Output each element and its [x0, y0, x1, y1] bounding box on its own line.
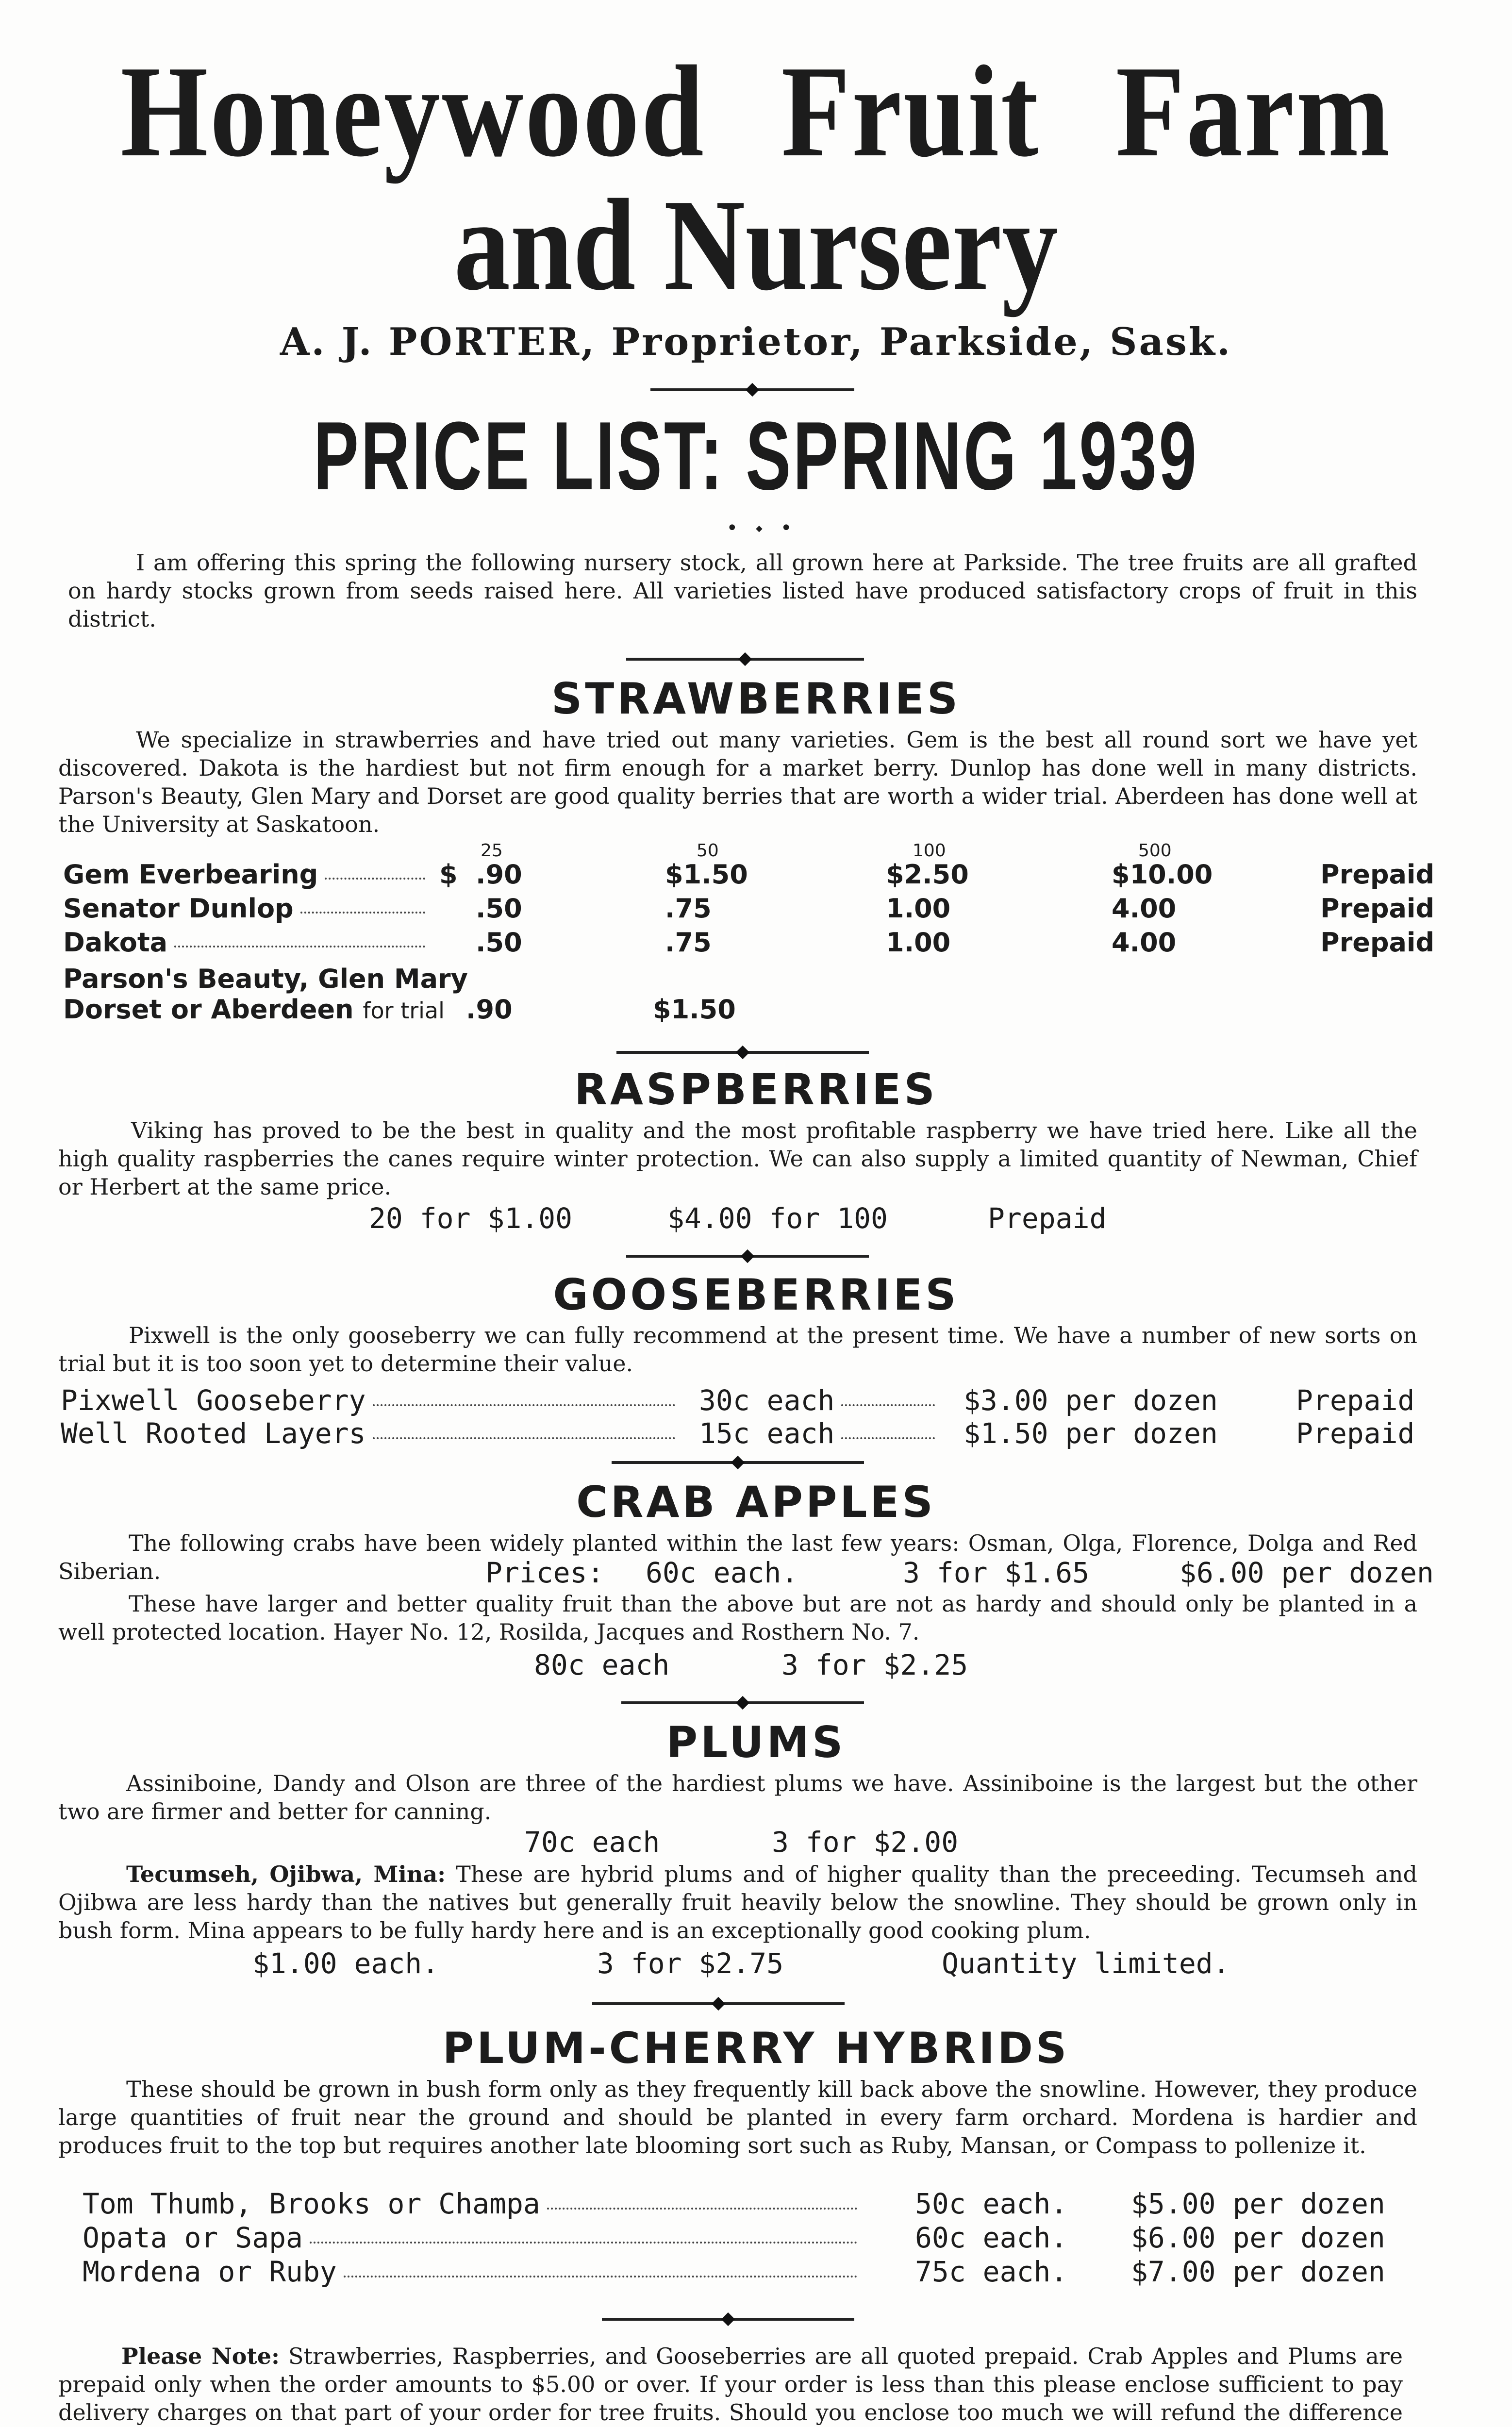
quantity-100-header: 100	[913, 841, 946, 861]
raspberry-price-100: $4.00 for 100	[667, 1202, 888, 1235]
price-dozen: $3.00 per dozen	[964, 1384, 1218, 1417]
plums-intro1: Assiniboine, Dandy and Olson are three of the hardiest plums we have. Assiniboine is the largest but the other two are firmer and better for canning.	[58, 1770, 1417, 1825]
farm-title-line2: and Nursery	[454, 172, 1058, 317]
price-50: $1.50	[665, 859, 748, 890]
quantity-25-header: 25	[481, 841, 503, 861]
price-25: .50	[476, 927, 522, 958]
variety-name: Mordena or Ruby	[83, 2255, 337, 2288]
leader-dots	[841, 1404, 935, 1406]
crab-price2-each: 80c each	[534, 1648, 670, 1681]
price-each: 15c each	[699, 1417, 835, 1450]
terms: Prepaid	[1296, 1417, 1415, 1450]
leader-dots	[325, 878, 425, 880]
plum-quantity-limited: Quantity limited.	[942, 1947, 1230, 1980]
price-dozen: $7.00 per dozen	[1131, 2255, 1385, 2288]
strawberry-row	[63, 859, 432, 890]
strawberries-heading: STRAWBERRIES	[551, 674, 961, 724]
trial-varieties-line1: Parson's Beauty, Glen Mary	[63, 964, 468, 994]
leader-dots	[373, 1437, 675, 1439]
divider	[626, 1255, 869, 1258]
crab-prices-label: Prices:	[485, 1556, 604, 1589]
please-note-text: Strawberries, Raspberries, and Gooseberries are all quoted prepaid. Crab Apples and Plums are prepaid only when the order amounts to $5.00 or over. If your order is less than this please enclose sufficient to pay delivery charges on that part of your order for tree fruits. Should you enclose too much we will refund the difference	[58, 2343, 1403, 2426]
plum-price1-three: 3 for $2.00	[772, 1826, 959, 1859]
crab-apples-heading: CRAB APPLES	[576, 1477, 936, 1527]
crab-apples-intro1: The following crabs have been widely planted within the last few years: Osman, Olga, Florence, Dolga and Red Siberian.	[58, 1530, 1417, 1584]
leader-dots	[344, 2276, 857, 2277]
divider	[616, 1051, 869, 1054]
price-dozen: $5.00 per dozen	[1131, 2187, 1385, 2220]
strawberries-intro: We specialize in strawberries and have tried out many varieties. Gem is the best all round sort we have yet discovered. Dakota is the hardiest but not firm enough for a market berry. Dunlop has done well in many districts. Parson's Beauty, Glen Mary and Dorset are good quality berries that are worth a wider trial. Aberdeen has done well at the University at Saskatoon.	[58, 727, 1417, 837]
crab-price-dozen: $6.00 per dozen	[1180, 1556, 1434, 1589]
gooseberries-heading: GOOSEBERRIES	[553, 1270, 959, 1320]
terms: Prepaid	[1296, 1384, 1415, 1417]
divider	[626, 658, 864, 661]
raspberries-intro: Viking has proved to be the best in quality and the most profitable raspberry we have tried here. Like all the high quality raspberries the canes require winter protection. We can also supply a limited quantity of Newman, Chief or Herbert at the same price.	[58, 1117, 1417, 1200]
proprietor-line: A. J. PORTER, Proprietor, Parkside, Sask.	[280, 320, 1232, 364]
price-500: 4.00	[1112, 927, 1177, 958]
raspberry-terms: Prepaid	[988, 1202, 1107, 1235]
trial-note: for trial	[363, 997, 445, 1024]
plum-price2-each: $1.00 each.	[252, 1947, 439, 1980]
variety-name: Tom Thumb, Brooks or Champa	[83, 2187, 540, 2220]
leader-dots	[547, 2208, 857, 2210]
price-100: 1.00	[886, 893, 951, 924]
price-dozen: $1.50 per dozen	[964, 1417, 1218, 1450]
crab-apples-intro2: These have larger and better quality fruit than the above but are not as hardy and should only be planted in a well protected location. Hayer No. 12, Rosilda, Jacques and Rosthern No. 7.	[58, 1591, 1417, 1645]
price-500: $10.00	[1112, 859, 1213, 890]
price-list-title: PRICE LIST: SPRING 1939	[313, 402, 1199, 510]
price-each: 50c each.	[915, 2187, 1068, 2220]
divider	[602, 2318, 854, 2321]
hybrid-plum-names: Tecumseh, Ojibwa, Mina:	[126, 1861, 446, 1887]
variety-name: Senator Dunlop	[63, 893, 294, 924]
divider	[612, 1461, 864, 1464]
crab-price2-three: 3 for $2.25	[781, 1648, 968, 1681]
price-50: .75	[665, 893, 712, 924]
plum-cherry-row	[83, 2221, 864, 2255]
ornament: • ⬩ •	[726, 517, 798, 539]
hybrid-plum-description: These are hybrid plums and of higher quality than the preceeding. Tecumseh and Ojibwa are less hardy than the natives but generally fruit heavily below the snowline. They should be grown only in bush form. Mina appears to be fully hardy here and is an exceptionally good cooking plum.	[58, 1861, 1417, 1944]
price-100: 1.00	[886, 927, 951, 958]
price-each: 60c each.	[915, 2221, 1068, 2254]
plums-intro2	[58, 1860, 1417, 1945]
terms: Prepaid	[1320, 927, 1435, 958]
plum-cherry-row	[83, 2187, 864, 2221]
trial-varieties-names: Dorset or Aberdeen	[63, 994, 354, 1025]
plum-cherry-row	[83, 2255, 864, 2289]
quantity-500-header: 500	[1138, 841, 1172, 861]
leader-dots	[841, 1437, 935, 1439]
terms: Prepaid	[1320, 859, 1435, 890]
price-dozen: $6.00 per dozen	[1131, 2221, 1385, 2254]
leader-dots	[373, 1404, 675, 1406]
gooseberry-each-cell	[699, 1383, 942, 1417]
variety-name: Gem Everbearing	[63, 859, 318, 890]
intro-text: I am offering this spring the following nursery stock, all grown here at Parkside. The tree fruits are all grafted on hardy stocks grown from seeds raised here. All varieties listed have produced satisfactory crops of fruit in this district.	[68, 549, 1417, 632]
crab-price-each: 60c each.	[646, 1556, 798, 1589]
variety-name: Dakota	[63, 927, 168, 958]
gooseberry-row	[61, 1416, 682, 1450]
price-500: 4.00	[1112, 893, 1177, 924]
plums-heading: PLUMS	[666, 1717, 846, 1767]
variety-name: Opata or Sapa	[83, 2221, 303, 2254]
leader-dots	[300, 912, 425, 914]
plum-cherry-heading: PLUM-CHERRY HYBRIDS	[442, 2023, 1070, 2073]
price-100: $2.50	[886, 859, 969, 890]
trial-price-50: $1.50	[653, 994, 736, 1025]
variety-name: Well Rooted Layers	[61, 1417, 366, 1450]
quantity-50-header: 50	[697, 841, 719, 861]
trial-price-25: .90	[466, 994, 513, 1025]
trial-varieties-line2	[63, 994, 445, 1025]
divider	[650, 388, 854, 391]
strawberry-row	[63, 927, 432, 958]
leader-dots	[310, 2242, 857, 2244]
terms: Prepaid	[1320, 893, 1435, 924]
crab-price-three: 3 for $1.65	[903, 1556, 1090, 1589]
plum-price1-each: 70c each	[524, 1826, 660, 1859]
please-note-label: Please Note:	[121, 2343, 280, 2369]
price-25: .90	[476, 859, 522, 890]
price-25: .50	[476, 893, 522, 924]
intro-paragraph	[68, 549, 1417, 633]
plum-price2-three: 3 for $2.75	[597, 1947, 784, 1980]
divider	[621, 1701, 864, 1704]
price-50: .75	[665, 927, 712, 958]
leader-dots	[174, 946, 425, 948]
raspberry-price-20: 20 for $1.00	[369, 1202, 573, 1235]
plum-cherry-intro: These should be grown in bush form only as they frequently kill back above the snowline. However, they produce large quantities of fruit near the ground and should be planted in every farm orchard. Mordena is hardier and produces fruit to the top but requires another late blooming sort such as Ruby, Mansan, or Compass to pollenize it.	[58, 2076, 1417, 2159]
gooseberry-each-cell	[699, 1416, 942, 1450]
raspberries-heading: RASPBERRIES	[574, 1064, 938, 1114]
please-note-paragraph	[58, 2342, 1403, 2427]
currency-sign: $	[439, 859, 458, 890]
variety-name: Pixwell Gooseberry	[61, 1384, 366, 1417]
gooseberry-row	[61, 1383, 682, 1417]
strawberry-row	[63, 893, 432, 924]
price-each: 75c each.	[915, 2255, 1068, 2288]
gooseberries-intro: Pixwell is the only gooseberry we can fully recommend at the present time. We have a number of new sorts on trial but it is too soon yet to determine their value.	[58, 1322, 1417, 1377]
price-each: 30c each	[699, 1384, 835, 1417]
divider	[592, 2002, 845, 2005]
farm-title-line1: Honeywood Fruit Farm	[120, 39, 1392, 184]
